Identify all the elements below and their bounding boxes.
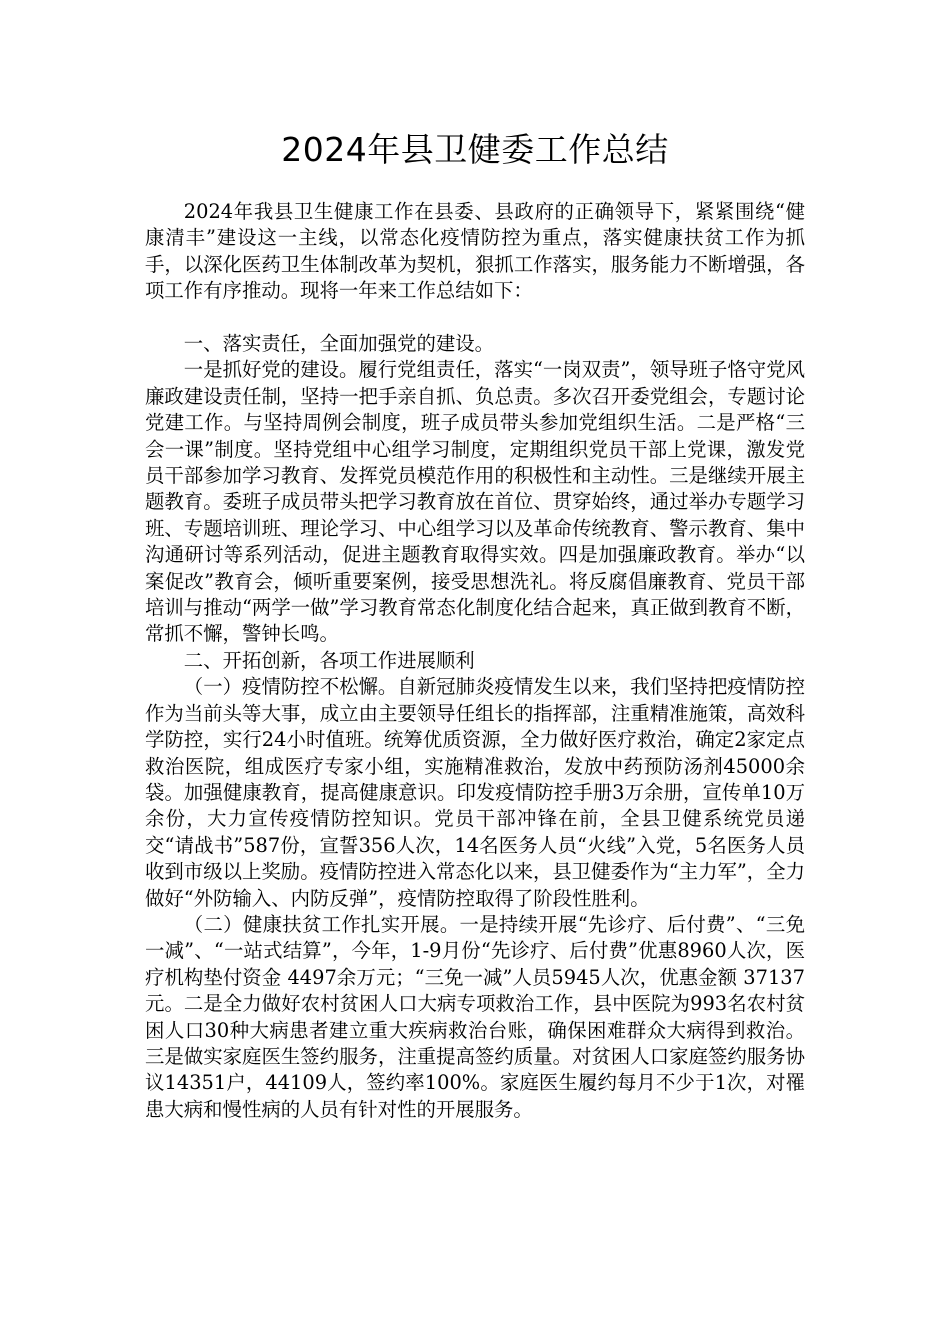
epidemic-prevention-paragraph: （一）疫情防控不松懈。自新冠肺炎疫情发生以来，我们坚持把疫情防控作为当前头等大事，成立由主要领导任组长的指挥部，注重精准施策，高效科学防控，实行24小时值班。统筹优质资源，全力做好医疗救治，确定2家定点救治医院，组成医疗专家小组，实施精准救治，发放中药预防汤剂45000余袋。加强健康教育，提高健康意识。印发疫情防控手册3万余册，宣传单10万余份，大力宣传疫情防控知识。党员干部冲锋在前，全县卫健系统党员递交“请战书”587份，宣誓356人次，14名医务人员“火线”入党，5名医务人员收到市级以上奖励。疫情防控进入常态化以来，县卫健委作为“主力军”，全力做好“外防输入、内防反弹”，疫情防控取得了阶段性胜利。 bbox=[145, 675, 805, 910]
intro-paragraph: 2024年我县卫生健康工作在县委、县政府的正确领导下，紧紧围绕“健康清丰”建设这一主线，以常态化疫情防控为重点，落实健康扶贫工作为抓手，以深化医药卫生体制改革为契机，狠抓工作落实，服务能力不断增强，各项工作有序推动。现将一年来工作总结如下： bbox=[145, 200, 805, 303]
document-body bbox=[145, 199, 805, 1123]
health-poverty-alleviation-paragraph: （二）健康扶贫工作扎实开展。一是持续开展“先诊疗、后付费”、“三免一减”、“一站式结算”，今年，1-9月份“先诊疗、后付费”优惠8960人次，医疗机构垫付资金 4497余万元；“三免一减”人员5945人次，优惠金额 37137元。二是全力做好农村贫困人口大病专项救治工作，县中医院为993名农村贫困人口30种大病患者建立重大疾病救治台账，确保困难群众大病得到救治。三是做实家庭医生签约服务，注重提高签约质量。对贫困人口家庭签约服务协议14351户，44109人，签约率100%。家庭医生履约每月不少于1次，对罹患大病和慢性病的人员有针对性的开展服务。 bbox=[145, 912, 805, 1121]
party-building-paragraph: 一是抓好党的建设。履行党组责任，落实“一岗双责”，领导班子恪守党风廉政建设责任制，坚持一把手亲自抓、负总责。多次召开委党组会，专题讨论党建工作。与坚持周例会制度，班子成员带头参加党组织生活。二是严格“三会一课”制度。坚持党组中心组学习制度，定期组织党员干部上党课，激发党员干部参加学习教育、发挥党员模范作用的积极性和主动性。三是继续开展主题教育。委班子成员带头把学习教育放在首位、贯穿始终，通过举办专题学习班、专题培训班、理论学习、中心组学习以及革命传统教育、警示教育、集中沟通研讨等系列活动，促进主题教育取得实效。四是加强廉政教育。举办“以案促改”教育会，倾听重要案例，接受思想洗礼。将反腐倡廉教育、党员干部培训与推动“两学一做”学习教育常态化制度化结合起来，真正做到教育不断，常抓不懈，警钟长鸣。 bbox=[145, 358, 805, 646]
section-heading-2: 二、开拓创新，各项工作进展顺利 bbox=[183, 648, 475, 672]
paragraph-spacer bbox=[145, 305, 805, 331]
document-title: 2024年县卫健委工作总结 bbox=[281, 130, 669, 169]
section-heading-1: 一、落实责任，全面加强党的建设。 bbox=[183, 332, 495, 356]
